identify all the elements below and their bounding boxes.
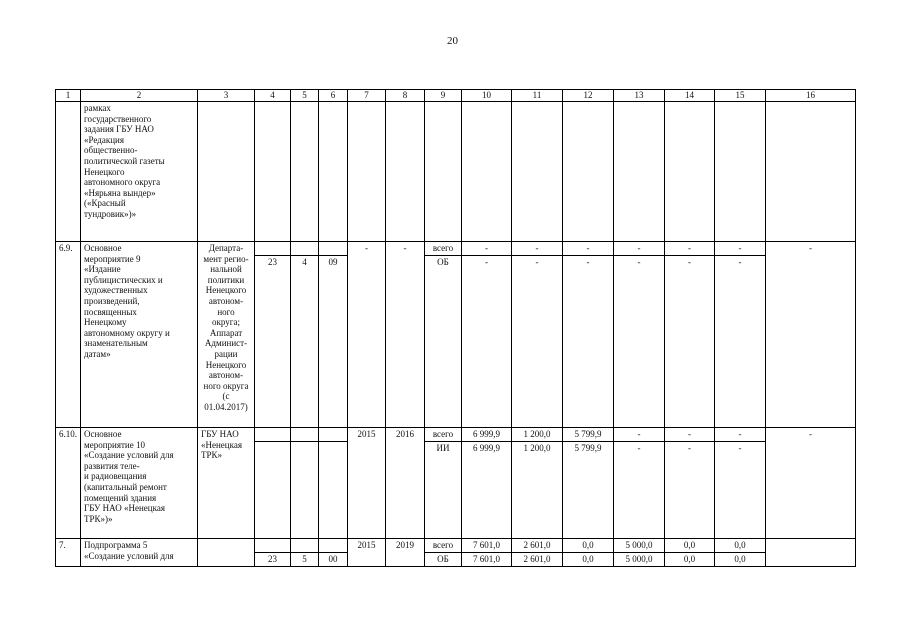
cell-name: Основное мероприятие 10 «Создание условий для развития теле- и радиовещания (капитальный ремонт помещений здания ГБУ НАО «Ненецкая ТРК»)» — [81, 428, 198, 539]
cell-value: 0,0 — [563, 539, 614, 553]
cell-source: всего — [425, 242, 462, 256]
cell-value: - — [512, 256, 563, 428]
cell-year-start: - — [348, 242, 386, 428]
cell-year-end: 2016 — [386, 428, 425, 539]
cell-value: - — [665, 428, 715, 442]
col-header: 7 — [348, 90, 386, 102]
cell-value: 0,0 — [563, 553, 614, 567]
cell-code: 23 — [255, 256, 291, 428]
cell-value: 1 200,0 — [512, 442, 563, 539]
col-header: 4 — [255, 90, 291, 102]
cell-year-start: 2015 — [348, 428, 386, 539]
cell-code: 5 — [291, 553, 319, 567]
col-header: 9 — [425, 90, 462, 102]
cell-source: ИИ — [425, 442, 462, 539]
col-header: 10 — [462, 90, 512, 102]
cell-num: 6.9. — [56, 242, 81, 428]
cell-code: 00 — [319, 553, 348, 567]
header-row — [56, 90, 856, 102]
cell-value: 0,0 — [715, 539, 766, 553]
cell-value: 5 000,0 — [614, 553, 665, 567]
cell-value: 0,0 — [665, 553, 715, 567]
cell-year-end: 2019 — [386, 539, 425, 567]
cell-value: 7 601,0 — [462, 539, 512, 553]
cell-value: 5 799,9 — [563, 428, 614, 442]
budget-table — [55, 89, 856, 567]
cell-value: 5 000,0 — [614, 539, 665, 553]
cell-value: - — [512, 242, 563, 256]
col-header: 11 — [512, 90, 563, 102]
cell-source: ОБ — [425, 553, 462, 567]
cell-code: 4 — [291, 256, 319, 428]
col-header: 13 — [614, 90, 665, 102]
cell-num: 7. — [56, 539, 81, 567]
cell-value: - — [665, 256, 715, 428]
table-row-6-10 — [56, 428, 856, 442]
cell-value: - — [665, 242, 715, 256]
cell-value: - — [715, 428, 766, 442]
cell-value: 2 601,0 — [512, 553, 563, 567]
table-row-7 — [56, 539, 856, 553]
col-header: 8 — [386, 90, 425, 102]
cell-code: 09 — [319, 256, 348, 428]
cell-value: - — [563, 242, 614, 256]
cell-num: 6.10. — [56, 428, 81, 539]
col-header: 3 — [198, 90, 255, 102]
table-row-6-9 — [56, 242, 856, 256]
cell-executor — [198, 539, 255, 567]
cell-year-end: - — [386, 242, 425, 428]
cell-value: - — [665, 442, 715, 539]
cell-value: - — [614, 256, 665, 428]
cell-value: - — [715, 442, 766, 539]
cell-value: 7 601,0 — [462, 553, 512, 567]
cell-value: 2 601,0 — [512, 539, 563, 553]
cell-value: - — [614, 442, 665, 539]
cell-note: - — [766, 428, 856, 539]
cell-value: - — [462, 242, 512, 256]
cell-source: всего — [425, 539, 462, 553]
cell-value: 6 999,9 — [462, 442, 512, 539]
col-header: 15 — [715, 90, 766, 102]
cell-note — [766, 539, 856, 567]
cell-num — [56, 102, 81, 242]
cell-value: - — [715, 242, 766, 256]
col-header: 14 — [665, 90, 715, 102]
cell-value: 0,0 — [665, 539, 715, 553]
cell-source: всего — [425, 428, 462, 442]
col-header: 5 — [291, 90, 319, 102]
col-header: 2 — [81, 90, 198, 102]
cell-value: - — [563, 256, 614, 428]
col-header: 12 — [563, 90, 614, 102]
cell-year-start: 2015 — [348, 539, 386, 567]
cell-note: - — [766, 242, 856, 428]
cell-value: 1 200,0 — [512, 428, 563, 442]
col-header: 16 — [766, 90, 856, 102]
cell-value: 6 999,9 — [462, 428, 512, 442]
cell-value: - — [614, 428, 665, 442]
cell-value: - — [715, 256, 766, 428]
cell-value: - — [614, 242, 665, 256]
col-header: 1 — [56, 90, 81, 102]
cell-name: рамках государственного задания ГБУ НАО «Редакция общественно- политической газеты Ненецкого автономного округа «Нярьяна вындер» («Красный тундровик»)» — [81, 102, 198, 242]
cell-value: - — [462, 256, 512, 428]
page-number: 20 — [447, 35, 458, 47]
cell-name: Подпрограмма 5 «Создание условий для — [81, 539, 198, 567]
cell-value: 0,0 — [715, 553, 766, 567]
cell-executor: Департа- мент регио- нальной политики Ненецкого автоном- ного округа; Аппарат Админист- рации Ненецкого автоном- ного округа (с 01.04.2017) — [198, 242, 255, 428]
cell-value: 5 799,9 — [563, 442, 614, 539]
cell-executor: ГБУ НАО «Ненецкая ТРК» — [198, 428, 255, 539]
cell-code: 23 — [255, 553, 291, 567]
cell-source: ОБ — [425, 256, 462, 428]
table-row-continuation — [56, 102, 856, 242]
col-header: 6 — [319, 90, 348, 102]
cell-name: Основное мероприятие 9 «Издание публицистических и художественных произведений, посвященных Ненецкому автономному округу и знаменательным датам» — [81, 242, 198, 428]
